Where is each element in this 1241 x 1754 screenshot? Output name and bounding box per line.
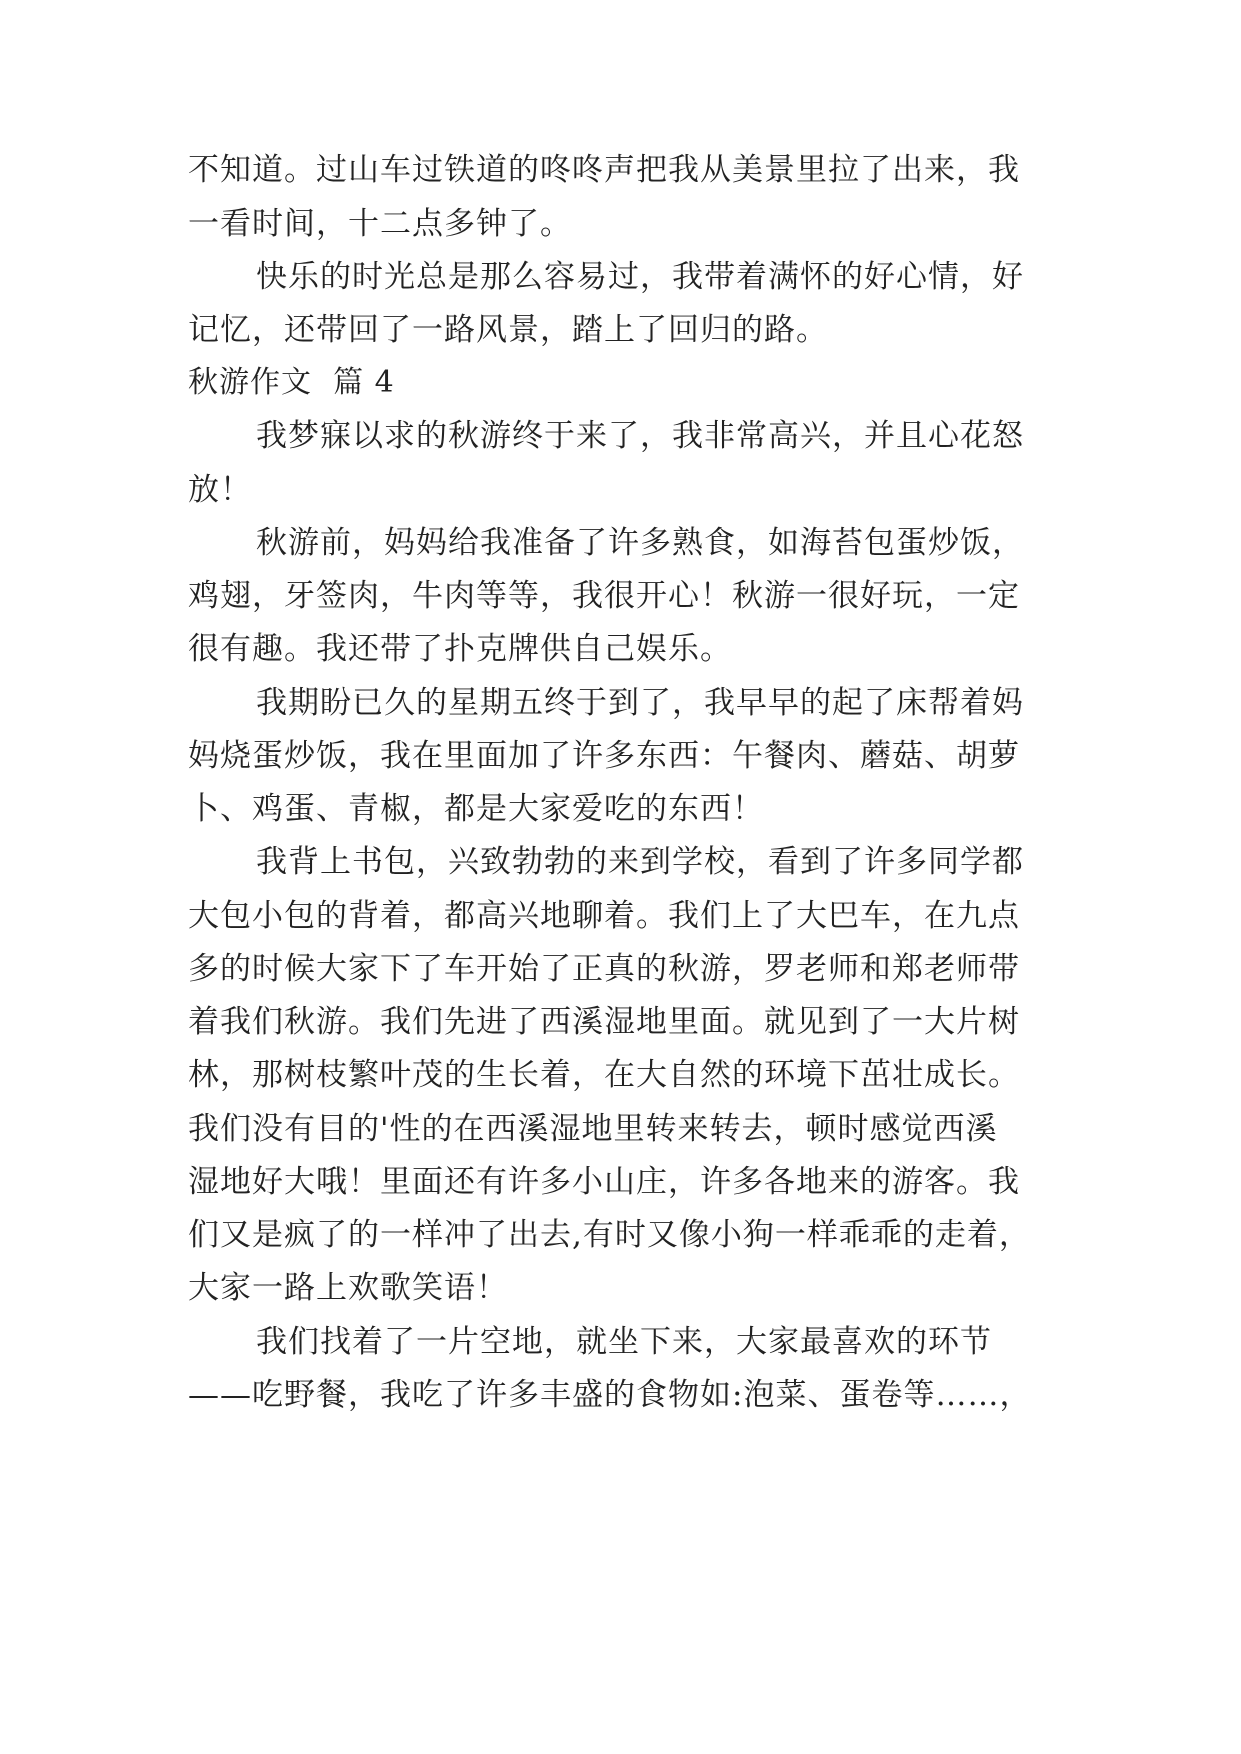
paragraph-start-14: 我背上书包，兴致勃勃的来到学校，看到了许多同学都: [256, 844, 1024, 880]
text-line-13: 卜、鸡蛋、青椒，都是大家爱吃的东西！: [188, 791, 764, 827]
text-line-20: 湿地好大哦！里面还有许多小山庄，许多各地来的游客。我: [188, 1164, 1020, 1200]
text-line-2: 一看时间，十二点多钟了。: [188, 206, 572, 242]
text-line-15: 大包小包的背着，都高兴地聊着。我们上了大巴车，在九点: [188, 898, 1020, 934]
text-line-10: 很有趣。我还带了扑克牌供自己娱乐。: [188, 631, 732, 667]
paragraph-start-11: 我期盼已久的星期五终于到了，我早早的起了床帮着妈: [256, 685, 1024, 721]
text-line-17: 着我们秋游。我们先进了西溪湿地里面。就见到了一大片树: [188, 1004, 1020, 1040]
text-line-1: 不知道。过山车过铁道的咚咚声把我从美景里拉了出来，我: [188, 152, 1020, 188]
paragraph-start-8: 秋游前，妈妈给我准备了许多熟食，如海苔包蛋炒饭，: [256, 525, 1024, 561]
section-heading: 秋游作文 篇 4: [188, 365, 395, 400]
text-line-18: 林，那树枝繁叶茂的生长着，在大自然的环境下茁壮成长。: [188, 1057, 1020, 1093]
text-line-4: 记忆，还带回了一路风景，踏上了回归的路。: [188, 312, 828, 348]
text-line-21: 们又是疯了的一样冲了出去,有时又像小狗一样乖乖的走着，: [188, 1217, 1031, 1253]
text-line-12: 妈烧蛋炒饭，我在里面加了许多东西：午餐肉、蘑菇、胡萝: [188, 738, 1020, 774]
text-line-22: 大家一路上欢歌笑语！: [188, 1270, 508, 1306]
text-line-9: 鸡翅，牙签肉，牛肉等等，我很开心！秋游一很好玩，一定: [188, 578, 1020, 614]
paragraph-start-23: 我们找着了一片空地，就坐下来，大家最喜欢的环节: [256, 1324, 992, 1360]
text-line-19: 我们没有目的'性的在西溪湿地里转来转去，顿时感觉西溪: [188, 1111, 998, 1147]
paragraph-start-6: 我梦寐以求的秋游终于来了，我非常高兴，并且心花怒: [256, 418, 1024, 454]
text-line-24: ——吃野餐，我吃了许多丰盛的食物如:泡菜、蛋卷等……，: [188, 1377, 1032, 1413]
text-line-16: 多的时候大家下了车开始了正真的秋游，罗老师和郑老师带: [188, 951, 1020, 987]
paragraph-start-3: 快乐的时光总是那么容易过，我带着满怀的好心情，好: [256, 259, 1024, 295]
text-line-7: 放！: [188, 472, 252, 508]
